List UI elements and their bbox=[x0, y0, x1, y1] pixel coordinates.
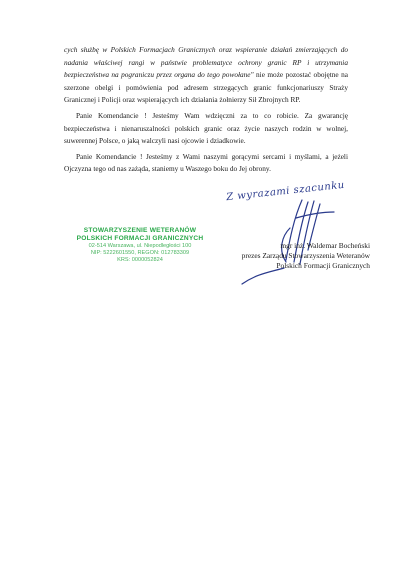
stamp-line-4: NIP: 5222601550, REGON: 012783309 bbox=[90, 250, 190, 256]
association-stamp bbox=[60, 227, 220, 264]
stamp-line-2: POLSKICH FORMACJI GRANICZNYCH bbox=[76, 235, 204, 242]
paragraph-3: Panie Komendancie ! Jesteśmy z Wami naszymi gorącymi sercami i myślami, a jeżeli Ojczyzna tego od nas zażąda, staniemy u Waszego boku do Jej obrony. bbox=[64, 151, 348, 174]
stamp-line-5: KRS: 0000052824 bbox=[117, 257, 163, 263]
signatory-org: Polskich Formacji Granicznych bbox=[276, 261, 370, 270]
paragraph-2: Panie Komendancie ! Jesteśmy Wam wdzięczni za to co robicie. Za gwarancję bezpieczeństwa i nienaruszalności polskich granic oraz życie naszych rodzin w wolnej, suwerennej Polsce, o jaką walczyli nasi ojcowie i dziadkowie. bbox=[64, 110, 348, 146]
stamp-line-3: 02-514 Warszawa, ul. Niepodległości 100 bbox=[88, 243, 192, 249]
signatory-block bbox=[200, 241, 370, 271]
paragraph-1 bbox=[64, 44, 348, 107]
paragraph-1-italic: cych służbę w Polskich Formacjach Granicznych oraz wspieranie działań zmierzających do nadania właściwej rangi w państwie problematyce ochrony granic RP i utrzymania bezpieczeństwa na pograniczu przez organa do tego powołane" bbox=[64, 45, 348, 80]
handwritten-closing: Z wyrazami szacunku bbox=[225, 179, 346, 204]
paragraph-1-regular: nie może pozostać obojętne na szerzone obelgi i pomówienia pod adresem strzegących granic funkcjonariuszy Straży Granicznej i Policji oraz wspierających ich działania żołnierzy Sił Zbrojnych RP. bbox=[64, 70, 348, 105]
letter-body bbox=[64, 44, 348, 176]
signatory-role: prezes Zarządu Stowarzyszenia Weteranów bbox=[241, 251, 370, 260]
stamp-line-1: STOWARZYSZENIE WETERANÓW bbox=[83, 227, 197, 234]
signatory-name: mgr inż. Waldemar Bocheński bbox=[280, 241, 370, 250]
